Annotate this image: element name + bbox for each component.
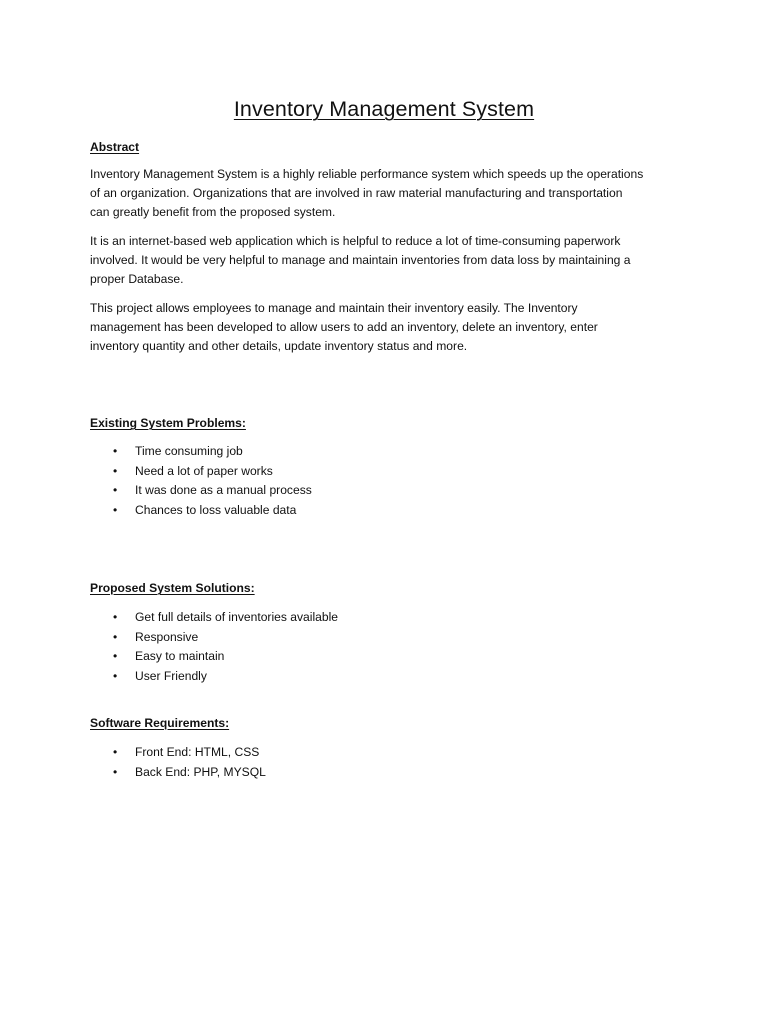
text-line: of an organization. Organizations that are involved in raw material manufacturing and transportation [90,186,623,201]
proposed-solutions-list [90,608,338,686]
text-line: It is an internet-based web application which is helpful to reduce a lot of time-consuming paperwork [90,234,621,248]
list-item [90,743,266,763]
abstract-paragraph [90,299,680,357]
list-item-text: It was done as a manual process [135,483,312,498]
bullet-icon: • [113,610,118,624]
software-requirements-heading: Software Requirements: [90,716,230,730]
text-line: can greatly benefit from the proposed system. [90,205,336,220]
list-item [90,647,338,667]
list-item [90,667,338,687]
bullet-icon: • [113,629,118,644]
list-item-text: Time consuming job [135,444,243,458]
bullet-icon: • [113,502,118,517]
list-item [90,462,312,482]
proposed-solutions-heading: Proposed System Solutions: [90,581,255,595]
text-line: proper Database. [90,272,184,287]
bullet-icon: • [113,764,118,779]
document-title: Inventory Management System [233,97,535,121]
text-line: inventory quantity and other details, update inventory status and more. [90,339,468,354]
abstract-paragraph [90,165,680,223]
list-item [90,442,312,462]
list-item [90,501,312,521]
list-item-text: Get full details of inventories available [135,610,339,624]
bullet-icon: • [113,463,118,478]
text-line: involved. It would be very helpful to manage and maintain inventories from data loss by maintaining a [90,253,631,268]
list-item [90,481,312,501]
abstract-heading: Abstract [90,140,140,154]
list-item-text: Need a lot of paper works [135,463,273,478]
text-line: Inventory Management System is a highly reliable performance system which speeds up the operations [90,167,644,181]
list-item-text: Back End: PHP, MYSQL [135,764,266,779]
list-item [90,628,338,648]
abstract-paragraph [90,232,680,290]
bullet-icon: • [113,745,118,759]
list-item-text: User Friendly [135,668,207,683]
list-item [90,763,266,783]
bullet-icon: • [113,483,118,498]
list-item [90,608,338,628]
existing-problems-list [90,442,312,520]
list-item-text: Easy to maintain [135,649,225,664]
bullet-icon: • [113,444,118,458]
list-item-text: Front End: HTML, CSS [135,745,260,759]
bullet-icon: • [113,649,118,664]
existing-problems-heading: Existing System Problems: [90,416,246,430]
software-requirements-list [90,743,266,782]
text-line: management has been developed to allow users to add an inventory, delete an inventory, enter [90,320,598,335]
text-line: This project allows employees to manage and maintain their inventory easily. The Inventory [90,301,578,315]
list-item-text: Chances to loss valuable data [135,502,297,517]
list-item-text: Responsive [135,629,199,644]
bullet-icon: • [113,668,118,683]
